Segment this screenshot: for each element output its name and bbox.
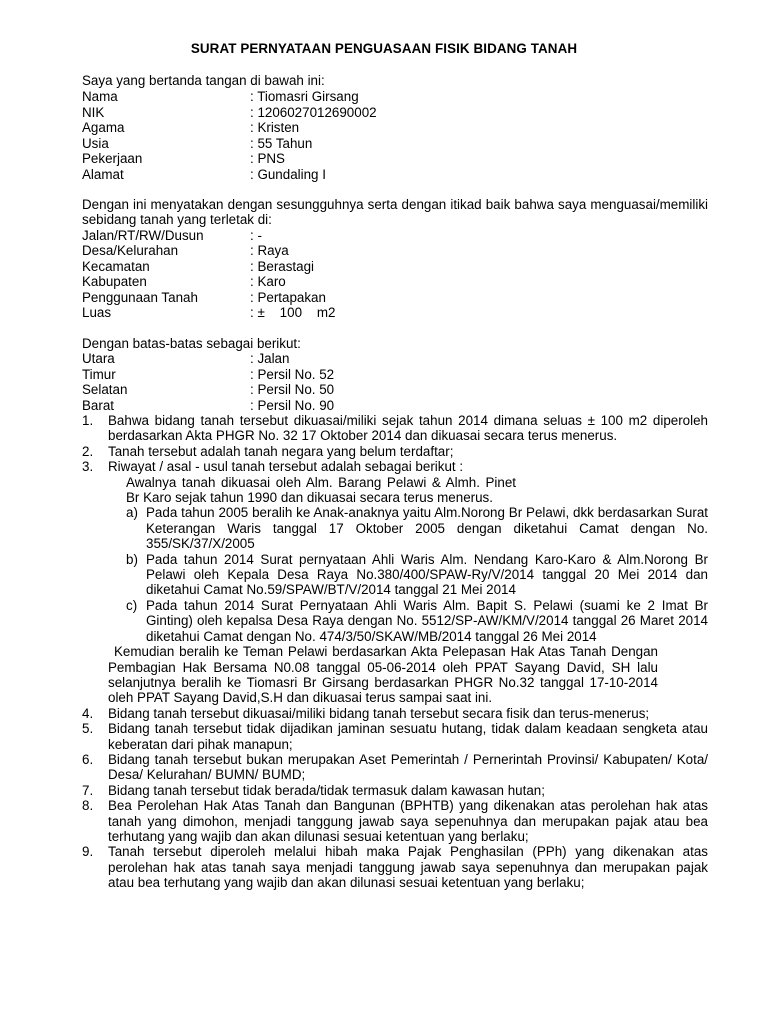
item-text: Bidang tanah tersebut tidak berada/tidak termasuk dalam kawasan hutan; — [108, 782, 545, 798]
item-text: Bidang tanah tersebut bukan merupakan Aset Pemerintah / Pernerintah Provinsi/ Kabupaten/ Kota/ Desa/ Kelurahan/ BUMN/ BUMD; — [108, 751, 708, 783]
item-text: Tanah tersebut diperoleh melalui hibah maka Pajak Penghasilan (PPh) yang dikenakan atas perolehan hak atas tanah saya menjadi tanggung jawab saya sepenuhnya dan merupakan pajak atau bea terhutang yang wajib dan akan dilunasi sesuai ketentuan yang berlaku; — [108, 844, 708, 891]
item-number: 8. — [82, 798, 94, 814]
identity-value: : 55 Tahun — [250, 136, 313, 151]
location-value: : ± 100 m2 — [250, 305, 336, 320]
borders-intro: Dengan batas-batas sebagai berikut: — [82, 336, 301, 351]
history-text: Pada tahun 2014 Surat Pernyataan Ahli Waris Alm. Bapit S. Pelawi (suami ke 2 Imat Br Ginting) oleh kepalsa Desa Raya dengan No. 5512/SP-AW/KM/V/2014 tanggal 26 Maret 2014 diketahui Camat dengan No. 474/3/50/SKAW/MB/2014 tanggal 26 Mei 2014 — [146, 597, 708, 644]
statement-paragraph: Dengan ini menyatakan dengan sesungguhnya serta dengan itikad baik bahwa saya menguasai/memiliki sebidang tanah yang terletak di: — [82, 197, 708, 228]
border-value: : Persil No. 52 — [250, 367, 335, 382]
identity-value: : Kristen — [250, 120, 300, 135]
history-outro: Kemudian beralih ke Teman Pelawi berdasarkan Akta Pelepasan Hak Atas Tanah Dengan Pembagian Hak Bersama N0.08 tanggal 05-06-2014 oleh PPAT Sayang David, SH lalu selanjutnya beralih ke Tiomasri Br Girsang berdasarkan PHGR No.32 tanggal 17-10-2014 oleh PPAT Sayang David,S.H dan dikuasai terus sampai saat ini. — [108, 644, 658, 706]
location-row — [82, 259, 250, 274]
location-value: : Raya — [250, 243, 289, 258]
item-number: 3. — [82, 459, 94, 475]
identity-row — [82, 120, 250, 135]
border-label: Timur — [82, 367, 116, 382]
history-item — [126, 598, 708, 644]
border-value: : Persil No. 50 — [250, 382, 335, 397]
list-item — [82, 798, 708, 844]
history-intro: Awalnya tanah dikuasai oleh Alm. Barang Pelawi & Almh. Pinet Br Karo sejak tahun 1990 dan dikuasai secara terus menerus. — [126, 474, 516, 506]
history-text: Pada tahun 2014 Surat pernyataan Ahli Waris Alm. Nendang Karo-Karo & Alm.Norong Br Pelawi oleh Kepala Desa Raya No.380/400/SPAW-Ry/V/2014 tanggal 20 Mei 2014 dan diketahui Camat No.59/SPAW/BT/V/2014 tanggal 21 Mei 2014 — [146, 551, 708, 598]
item-number: 5. — [82, 721, 94, 737]
identity-row — [82, 89, 250, 104]
item-text: Bidang tanah tersebut tidak dijadikan jaminan sesuatu hutang, tidak dalam keadaan sengketa atau keberatan dari pihak manapun; — [108, 721, 708, 752]
item-text: Tanah tersebut adalah tanah negara yang belum terdaftar; — [108, 443, 454, 459]
location-value: : Pertapakan — [250, 290, 326, 305]
identity-row — [82, 167, 250, 182]
item-text: Riwayat / asal - usul tanah tersebut adalah sebagai berikut : — [108, 459, 464, 475]
document-title: SURAT PERNYATAAN PENGUASAAN FISIK BIDANG TANAH — [190, 41, 578, 56]
history-letter: a) — [126, 505, 138, 521]
list-item — [82, 721, 708, 752]
identity-row — [82, 136, 250, 151]
border-row — [82, 367, 250, 382]
identity-value: : 1206027012690002 — [250, 105, 377, 120]
history-letter: c) — [126, 597, 138, 613]
intro-text: Saya yang bertanda tangan di bawah ini: — [82, 73, 325, 88]
identity-label: Agama — [82, 120, 125, 135]
item-number: 2. — [82, 443, 94, 459]
item-number: 4. — [82, 705, 94, 721]
location-label: Luas — [82, 305, 112, 320]
identity-label: Alamat — [82, 167, 124, 182]
location-row — [82, 274, 250, 289]
identity-label: Pekerjaan — [82, 151, 143, 166]
identity-label: NIK — [82, 105, 105, 120]
numbered-list — [82, 413, 708, 891]
identity-label: Nama — [82, 89, 118, 104]
identity-label: Usia — [82, 136, 109, 151]
border-row — [82, 382, 250, 397]
item-text: Bea Perolehan Hak Atas Tanah dan Bangunan (BPHTB) yang dikenakan atas perolehan hak atas tanah yang dimohon, menjadi tanggung jawab saya sepenuhnya dan merupakan pajak atau bea terhutang yang wajib dan akan dilunasi sesuai ketentuan yang berlaku; — [108, 798, 708, 844]
item-text: Bidang tanah tersebut dikuasai/miliki bidang tanah tersebut secara fisik dan terus-menerus; — [108, 705, 650, 721]
border-value: : Persil No. 90 — [250, 398, 335, 413]
list-item — [82, 752, 708, 783]
item-number: 1. — [82, 413, 94, 428]
history-item — [126, 505, 708, 551]
item-text: Bahwa bidang tanah tersebut dikuasai/miliki sejak tahun 2014 dimana seluas ± 100 m2 diperoleh berdasarkan Akta PHGR No. 32 17 Oktober 2014 dan dikuasai secara terus menerus. — [108, 413, 708, 444]
location-label: Jalan/RT/RW/Dusun — [82, 228, 204, 243]
identity-row — [82, 151, 250, 166]
item-number: 6. — [82, 751, 94, 767]
location-label: Desa/Kelurahan — [82, 243, 179, 258]
list-item — [82, 459, 708, 474]
border-label: Barat — [82, 398, 115, 413]
border-label: Utara — [82, 351, 115, 366]
history-list — [126, 505, 708, 644]
location-value: : Karo — [250, 274, 286, 289]
location-row — [82, 228, 250, 243]
location-label: Kabupaten — [82, 274, 147, 289]
identity-value: : Gundaling I — [250, 167, 326, 182]
location-row — [82, 290, 250, 305]
item-number: 7. — [82, 782, 94, 798]
list-item — [82, 413, 708, 444]
location-value: : Berastagi — [250, 259, 315, 274]
border-row — [82, 351, 250, 366]
location-row — [82, 305, 250, 320]
history-item — [126, 552, 708, 598]
location-label: Penggunaan Tanah — [82, 290, 198, 305]
list-item — [82, 783, 708, 798]
history-letter: b) — [126, 551, 138, 567]
identity-value: : PNS — [250, 151, 285, 166]
list-item — [82, 444, 708, 459]
identity-value: : Tiomasri Girsang — [250, 89, 359, 104]
item-number: 9. — [82, 844, 94, 860]
border-label: Selatan — [82, 382, 128, 397]
border-value: : Jalan — [250, 351, 290, 366]
location-value: : - — [250, 228, 262, 243]
list-item — [82, 844, 708, 890]
list-item — [82, 706, 708, 721]
border-row — [82, 398, 250, 413]
location-label: Kecamatan — [82, 259, 150, 274]
location-row — [82, 243, 250, 258]
history-text: Pada tahun 2005 beralih ke Anak-anaknya yaitu Alm.Norong Br Pelawi, dkk berdasarkan Surat Keterangan Waris tanggal 17 Oktober 2005 dengan diketahui Camat dengan No. 355/SK/37/X/2005 — [146, 505, 708, 552]
identity-row — [82, 105, 250, 120]
